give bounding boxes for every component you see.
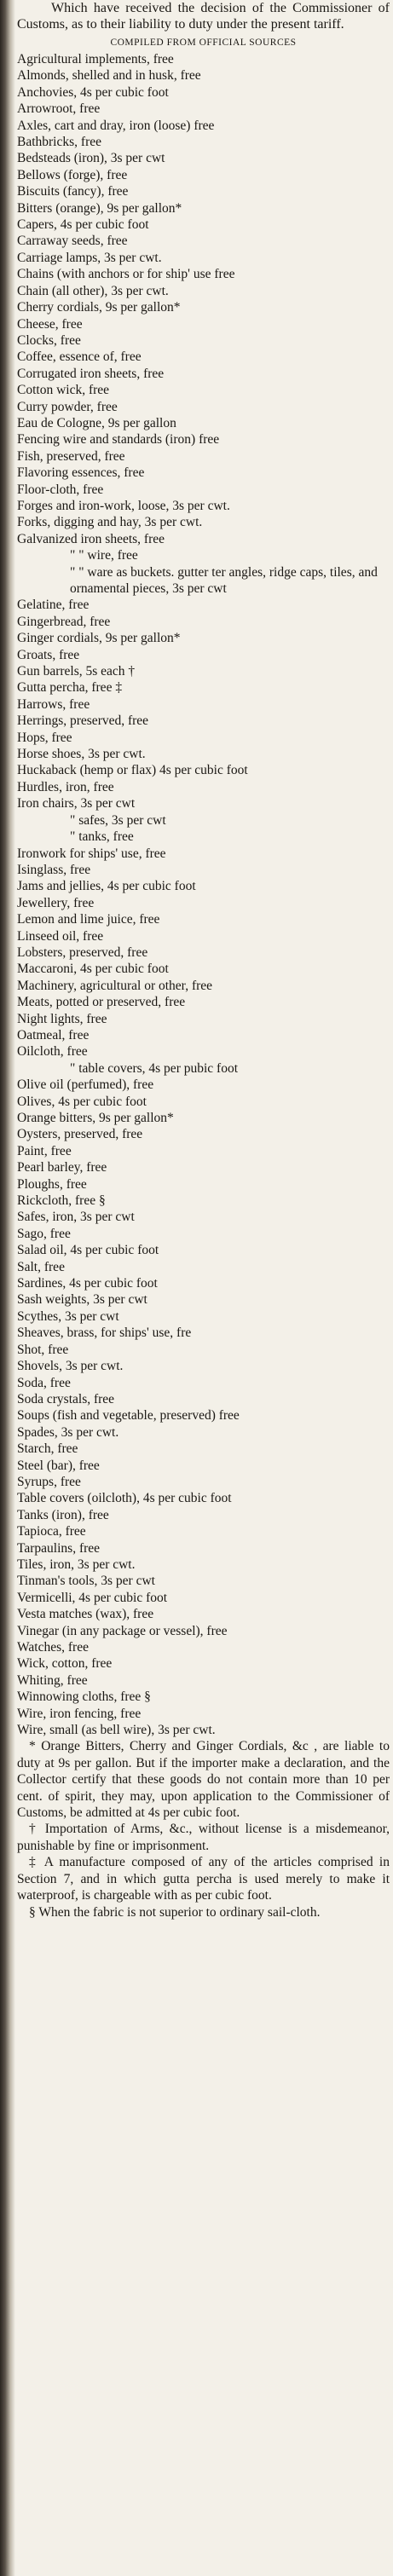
- tariff-entry: Cotton wick, free: [17, 383, 110, 398]
- tariff-entry: Syrups, free: [17, 1474, 81, 1489]
- tariff-entry: Linseed oil, free: [17, 928, 104, 944]
- tariff-entry: Coffee, essence of, free: [17, 349, 142, 365]
- tariff-entry: Lobsters, preserved, free: [17, 944, 148, 960]
- tariff-entry: Safes, iron, 3s per cwt: [17, 1210, 135, 1225]
- tariff-entry: Horse shoes, 3s per cwt.: [17, 747, 146, 762]
- tariff-entry: Almonds, shelled and in husk, free: [17, 68, 201, 84]
- tariff-entry: Curry powder, free: [17, 399, 118, 414]
- footnote: † Importation of Arms, &c., without license is a misdemeanor, punishable by fine or imprisonment.: [17, 1822, 390, 1853]
- tariff-entry: Soda crystals, free: [17, 1391, 115, 1406]
- tariff-entry: Bitters (orange), 9s per gallon*: [17, 200, 182, 216]
- tariff-entry: Chain (all other), 3s per cwt.: [17, 283, 169, 298]
- tariff-entry: Forges and iron-work, loose, 3s per cwt.: [17, 498, 230, 513]
- tariff-entry: Salt, free: [17, 1259, 65, 1274]
- tariff-entry: Rickcloth, free §: [17, 1193, 106, 1209]
- tariff-entry: Steel (bar), free: [17, 1458, 100, 1473]
- tariff-entry: Corrugated iron sheets, free: [17, 366, 165, 381]
- tariff-entry: Ploughs, free: [17, 1176, 87, 1192]
- tariff-entry: Jewellery, free: [17, 895, 95, 910]
- tariff-entry: Sago, free: [17, 1226, 71, 1241]
- tariff-entry: Wire, small (as bell wire), 3s per cwt.: [17, 1723, 216, 1738]
- tariff-entry: Tanks (iron), free: [17, 1507, 109, 1522]
- tariff-entry: " " ware as buckets. gutter ter angles, ridge caps, tiles, and ornamental pieces, 3s per cwt: [70, 564, 378, 596]
- tariff-entry: " table covers, 4s per pubic foot: [70, 1060, 239, 1076]
- tariff-entry: Iron chairs, 3s per cwt: [17, 796, 136, 811]
- footnote: ‡ A manufacture composed of any of the articles comprised in Section 7, and in which gutta percha is used merely to make it waterproof, is chargeable with as per cubic foot.: [17, 1855, 390, 1903]
- tariff-entry: Table covers (oilcloth), 4s per cubic foot: [17, 1491, 232, 1506]
- intro-paragraph: Which have received the decision of the Commissioner of Customs, as to their liability to duty under the present tariff.: [17, 1, 390, 32]
- tariff-entry: Soups (fish and vegetable, preserved) free: [17, 1408, 240, 1424]
- tariff-entry: Axles, cart and dray, iron (loose) free: [17, 118, 215, 133]
- tariff-entry: Bedsteads (iron), 3s per cwt: [17, 151, 165, 166]
- tariff-entry: " tanks, free: [70, 829, 134, 845]
- tariff-entry: Capers, 4s per cubic foot: [17, 217, 149, 233]
- tariff-entry: Gutta percha, free ‡: [17, 680, 123, 696]
- tariff-entry: Cheese, free: [17, 316, 83, 332]
- tariff-entry: Paint, free: [17, 1143, 72, 1158]
- tariff-entry: Gun barrels, 5s each †: [17, 664, 136, 679]
- tariff-entry: Carraway seeds, free: [17, 234, 128, 249]
- tariff-entry: Anchovies, 4s per cubic foot: [17, 84, 169, 100]
- tariff-entry: Oilcloth, free: [17, 1044, 88, 1060]
- tariff-entry: Tiles, iron, 3s per cwt.: [17, 1557, 136, 1572]
- tariff-entry: Isinglass, free: [17, 862, 91, 877]
- tariff-entry: Meats, potted or preserved, free: [17, 995, 186, 1010]
- tariff-entry: Tinman's tools, 3s per cwt: [17, 1574, 155, 1589]
- tariff-entry: Machinery, agricultural or other, free: [17, 978, 213, 993]
- tariff-entry: Herrings, preserved, free: [17, 713, 149, 729]
- tariff-column: [17, 0, 390, 1920]
- tariff-entry: Vermicelli, 4s per cubic foot: [17, 1590, 168, 1605]
- tariff-entry: Wick, cotton, free: [17, 1656, 113, 1672]
- tariff-entry: Orange bitters, 9s per gallon*: [17, 1111, 174, 1125]
- tariff-entry: Floor-cloth, free: [17, 482, 104, 497]
- tariff-entry: Whiting, free: [17, 1672, 88, 1688]
- tariff-entry: Galvanized iron sheets, free: [17, 531, 165, 546]
- tariff-list: [17, 51, 390, 1738]
- tariff-entry: Maccaroni, 4s per cubic foot: [17, 962, 169, 977]
- tariff-entry: Spades, 3s per cwt.: [17, 1424, 119, 1440]
- tariff-entry: Scythes, 3s per cwt: [17, 1308, 119, 1324]
- tariff-entry: Shot, free: [17, 1342, 69, 1357]
- tariff-entry: Lemon and lime juice, free: [17, 912, 160, 927]
- tariff-entry: Fencing wire and standards (iron) free: [17, 432, 220, 448]
- tariff-entry: Jams and jellies, 4s per cubic foot: [17, 879, 196, 894]
- tariff-entry: Wire, iron fencing, free: [17, 1706, 142, 1721]
- tariff-entry: Flavoring essences, free: [17, 465, 145, 481]
- tariff-entry: Hops, free: [17, 730, 72, 745]
- tariff-entry: Sash weights, 3s per cwt: [17, 1292, 147, 1308]
- tariff-entry: Night lights, free: [17, 1011, 107, 1026]
- tariff-entry: Groats, free: [17, 647, 80, 662]
- tariff-entry: Starch, free: [17, 1441, 78, 1457]
- tariff-entry: Pearl barley, free: [17, 1160, 107, 1175]
- tariff-entry: " " wire, free: [70, 548, 138, 563]
- tariff-entry: Sardines, 4s per cubic foot: [17, 1276, 158, 1291]
- tariff-entry: " safes, 3s per cwt: [70, 812, 166, 828]
- tariff-entry: Bathbricks, free: [17, 135, 101, 150]
- tariff-entry: Watches, free: [17, 1640, 89, 1655]
- tariff-entry: Agricultural implements, free: [17, 52, 174, 66]
- tariff-entry: Chains (with anchors or for ship' use free: [17, 267, 235, 282]
- tariff-entry: Ginger cordials, 9s per gallon*: [17, 631, 181, 646]
- tariff-entry: Arrowroot, free: [17, 101, 101, 117]
- tariff-entry: Eau de Cologne, 9s per gallon: [17, 415, 176, 430]
- tariff-entry: Olive oil (perfumed), free: [17, 1077, 154, 1093]
- tariff-entry: Gelatine, free: [17, 598, 90, 613]
- tariff-entry: Gingerbread, free: [17, 614, 111, 629]
- tariff-entry: Oysters, preserved, free: [17, 1127, 143, 1142]
- tariff-entry: Winnowing cloths, free §: [17, 1689, 151, 1705]
- tariff-entry: Cherry cordials, 9s per gallon*: [17, 300, 181, 315]
- tariff-entry: Vinegar (in any package or vessel), free: [17, 1623, 228, 1638]
- tariff-entry: Olives, 4s per cubic foot: [17, 1094, 147, 1109]
- footnotes: [17, 1738, 390, 1920]
- footnote: * Orange Bitters, Cherry and Ginger Cordials, &c , are liable to duty at 9s per gallon. But if the importer make a declaration, and the Collector certify that these goods do not contain more than 10 per cent. of spirit, they may, upon application to the Commissioner of Customs, be admitted at 4s per cubic foot.: [17, 1739, 390, 1821]
- tariff-entry: Tarpaulins, free: [17, 1540, 101, 1556]
- tariff-entry: Clocks, free: [17, 332, 81, 348]
- tariff-entry: Fish, preserved, free: [17, 448, 125, 464]
- page-fold-shadow: [0, 0, 15, 2576]
- tariff-entry: Hurdles, iron, free: [17, 779, 114, 794]
- tariff-entry: Ironwork for ships' use, free: [17, 846, 166, 861]
- tariff-entry: Biscuits (fancy), free: [17, 184, 129, 199]
- tariff-entry: Forks, digging and hay, 3s per cwt.: [17, 515, 203, 530]
- tariff-entry: Carriage lamps, 3s per cwt.: [17, 250, 162, 265]
- tariff-entry: Harrows, free: [17, 696, 90, 712]
- tariff-entry: Vesta matches (wax), free: [17, 1607, 154, 1622]
- tariff-entry: Sheaves, brass, for ships' use, fre: [17, 1326, 192, 1341]
- tariff-entry: Huckaback (hemp or flax) 4s per cubic foot: [17, 763, 248, 778]
- tariff-entry: Bellows (forge), free: [17, 167, 128, 182]
- tariff-entry: Shovels, 3s per cwt.: [17, 1359, 124, 1374]
- tariff-entry: Soda, free: [17, 1375, 71, 1390]
- source-heading: COMPILED FROM OFFICIAL SOURCES: [110, 38, 297, 48]
- tariff-entry: Tapioca, free: [17, 1524, 86, 1539]
- footnote: § When the fabric is not superior to ordinary sail-cloth.: [29, 1904, 321, 1920]
- tariff-entry: Salad oil, 4s per cubic foot: [17, 1243, 159, 1258]
- tariff-entry: Oatmeal, free: [17, 1027, 90, 1043]
